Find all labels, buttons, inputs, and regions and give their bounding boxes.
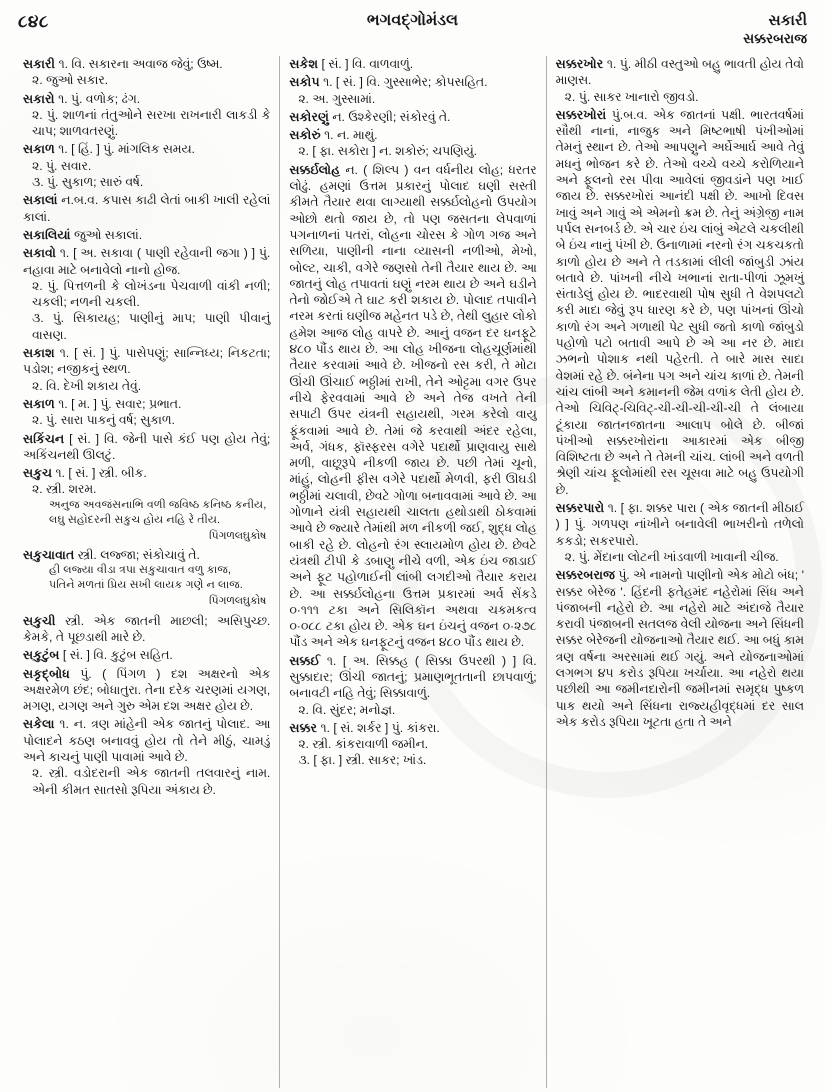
entry-first-sense <box>556 567 804 730</box>
entry-first-sense <box>289 653 536 702</box>
entry-sense <box>23 278 270 311</box>
entry-definition-text: ૧. [ મ. ] પું. સવાર; પ્રભાત. <box>58 396 182 411</box>
dictionary-entry <box>289 720 536 769</box>
guide-words <box>547 12 807 48</box>
guide-word-last: સક્કરબરાજ <box>743 30 807 46</box>
dictionary-entry <box>23 141 270 190</box>
dictionary-entry <box>289 162 536 651</box>
entry-definition-text: પું. ( પિંગળ ) દશ અક્ષરનો એક અક્ષરમેળ છંદ; બોધાતુરા. તેના દરેક ચરણમાં યગણ, મગણ, યગણ અને ગુરુ એમ દશ અક્ષર હોય છે. <box>23 666 271 714</box>
entry-headword: સકાવો <box>23 246 56 261</box>
entry-first-sense <box>23 647 270 663</box>
entry-definition-text: પું. એ નામનો પાણીનો એક મોટો બંધ; ' સક્કર બેરેજ '. હિંદની ફતેહમંદ નહેરોમાં સિંધ અને પંજાબની નહેરો છે. આ નહેરો માટે અંદાજે તૈયાર કરાવી પંજાબની સતલજ વેલી યોજના અને સિંધની સક્કર બેરેજની યોજનાઓ તૈયાર થઈ. આ બધું કામ ત્રણ વર્ષના અરસામાં થઈ ગયું. અને યોજનાઓમાં લગભગ ૪૫ કરોડ રૂપિયા ખર્ચાયા. આ નહેરો થયા પછીથી આ જમીનદારોની જમીનમાં સમૃદ્ધ પુષ્કળ પાક થયો અને સિંધના રાજ્યહીવૃદ્ધમાં દર સાલ એક કરોડ રૂપિયા ખૂટતા હતા તે અને <box>555 568 804 729</box>
dictionary-entry <box>556 567 804 730</box>
column-3 <box>547 56 813 1088</box>
entry-first-sense <box>23 716 270 765</box>
entry-definition-text: ૧. ન. ત્રણ માંહેની એક જાતનું પોલાદ. આ પોલાદને કઠણ બનાવવું હોય તો તેને મીઠું, ચામડું અને કાચનું પાણી પાવામાં આવે છે. <box>23 717 271 764</box>
entry-headword: સકાળ <box>23 396 55 411</box>
entry-definition-text: જુઓ સકાલાં. <box>74 227 143 242</box>
entry-headword: સક્કરપારો <box>555 501 605 516</box>
dictionary-entry <box>289 56 536 72</box>
dictionary-entry <box>289 74 536 107</box>
entry-definition-text: ૨. અ. ગુસ્સામાં. <box>298 91 376 106</box>
dictionary-entry <box>23 192 270 225</box>
entry-citation-source: પિંગળલઘુકોષ <box>209 529 267 542</box>
dictionary-entry <box>23 647 270 663</box>
entry-citation-source: પિંગળલઘુકોષ <box>209 595 267 608</box>
dictionary-entry <box>23 465 270 544</box>
column-container <box>0 52 825 1088</box>
dictionary-entry <box>23 56 270 89</box>
entry-first-sense <box>23 91 270 107</box>
entry-sense <box>23 481 270 497</box>
entry-definition-text: સ્ત્રી. લજ્જા; સંકોચાવું તે. <box>77 548 200 563</box>
entry-headword: સકિંચન <box>23 431 65 446</box>
dictionary-entry <box>23 547 270 610</box>
entry-definition-text: ૧. પું. વળોક; ઢંગ. <box>58 91 141 106</box>
entry-headword: સકોરું <box>289 128 321 143</box>
entry-headword: સક્કઈ <box>289 653 321 668</box>
entry-definition-text: ૧. [ ફા. શક્કર પારા ( એક જાતની મીઠાઈ ) ] પું. ગળપણ નાંખીને બનાવેલી ભાખરીનો તળેલો કકડો; સકરપારો. <box>555 501 804 548</box>
entry-sense <box>289 736 536 752</box>
entry-definition-text: ન.બ.વ. કપાસ કાઢી લેતાં બાકી ખાલી રહેલાં કાલાં. <box>23 193 271 224</box>
entry-definition-text: ૨. પું. સારા પાકનું વર્ષ; સુકાળ. <box>32 413 175 428</box>
column-1 <box>14 56 280 1088</box>
entry-sense <box>23 412 270 428</box>
entry-first-sense <box>23 192 270 225</box>
entry-first-sense <box>23 396 270 412</box>
entry-headword: સક્કરખોરાં <box>555 107 607 122</box>
entry-sense <box>23 378 270 394</box>
entry-verse-line: અનુજ અવજંસનાભિ વળી જવિષ્ઠ કનિષ્ઠ કનીય, <box>49 498 267 511</box>
entry-headword: સકાળ <box>23 142 55 157</box>
entry-sense <box>23 310 270 343</box>
entry-sense <box>289 143 536 159</box>
folio-number: ૮૪૮ <box>18 12 49 31</box>
entry-definition-text: ૨. [ ફા. સકોરા ] ન. શકોરું; ચપણિયું. <box>298 144 478 159</box>
entry-first-sense <box>289 74 536 90</box>
dictionary-entry <box>23 613 270 646</box>
entry-headword: સકાલિયાં <box>23 227 71 242</box>
entry-first-sense <box>289 56 536 72</box>
dictionary-entry <box>289 109 536 125</box>
entry-headword: સકાલાં <box>23 193 58 208</box>
entry-sense <box>556 89 804 105</box>
dictionary-entry <box>556 107 804 498</box>
entry-first-sense <box>556 56 804 89</box>
dictionary-entry <box>556 500 804 565</box>
entry-sense <box>23 107 270 140</box>
dictionary-entry <box>23 245 270 343</box>
entry-definition-text: ૨. સ્ત્રી. વડોદરાની એક જાતની તલવારનું નામ. એની કીમત સાતસો રૂપિયા અંકાય છે. <box>32 766 271 797</box>
entry-definition-text: સ્ત્રી. એક જાતની માછલી; અસિપુચ્છ. કેમકે, તે પૂછડાથી મારે છે. <box>23 613 271 644</box>
entry-headword: સકુટુંબ <box>23 648 60 663</box>
entry-sense <box>23 72 270 88</box>
entry-first-sense <box>556 107 804 498</box>
dictionary-entry <box>23 345 270 394</box>
guide-word-first: સકારી <box>768 12 807 29</box>
entry-headword: સકેશ <box>289 57 319 71</box>
entry-first-sense <box>289 127 536 143</box>
entry-headword: સકોપ <box>289 75 320 90</box>
entry-definition-text: ૨. પું. મેંદાના લોટની ખાંડવાળી ખાવાની ચીજ. <box>564 549 779 564</box>
dictionary-entry <box>289 653 536 718</box>
entry-headword: સકાશ <box>23 346 55 361</box>
entry-first-sense <box>23 666 270 715</box>
entry-headword: સકેલા <box>23 717 55 732</box>
dictionary-entry <box>23 716 270 797</box>
dictionary-entry <box>289 127 536 160</box>
entry-first-sense <box>23 227 270 243</box>
entry-first-sense <box>23 547 270 563</box>
entry-headword: સકારી <box>23 57 56 71</box>
entry-headword: સકોરણું <box>289 109 329 124</box>
entry-definition-text: ૧. [ અ. સકાવા ( પાણી રહેવાની જગા ) ] પું. નહાવા માટે બનાવેલો નાનો હોજ. <box>23 246 271 277</box>
entry-sense <box>23 174 270 190</box>
entry-first-sense <box>23 345 270 378</box>
dictionary-entry <box>23 666 270 715</box>
book-title: ભગવદ્ગોમંડલ <box>366 12 459 29</box>
entry-headword: સકૃદ્‌બોધ <box>23 666 70 681</box>
entry-definition-text: [ સં. ] વિ. વાળવાળું. <box>321 57 414 71</box>
entry-headword: સક્કર <box>289 720 318 735</box>
entry-first-sense <box>289 162 536 651</box>
entry-first-sense <box>556 500 804 549</box>
entry-definition-text: ૧. વિ. સકારના અવાજ જેવું; ઉષ્મ. <box>58 57 223 71</box>
entry-definition-text: ૩. પું. સિકાયહ; પાણીનું માપ; પાણી પીવાનું વાસણ. <box>32 311 271 342</box>
entry-definition-text: ૧. [ સં. ] વિ. ગુસ્સાભેર; કોપસહિત. <box>323 75 488 90</box>
entry-definition-text: ૧. [ સં. ] સ્ત્રી. બીક. <box>55 466 147 481</box>
entry-first-sense <box>289 720 536 736</box>
entry-first-sense <box>23 56 270 72</box>
entry-first-sense <box>23 613 270 646</box>
entry-definition-text: [ સં. ] વિ. કુટુંબ સહિત. <box>62 648 173 663</box>
entry-headword: સકુચાવાત <box>23 548 75 563</box>
header-row <box>18 12 807 48</box>
entry-definition-text: ૩. પું. સુકાળ; સારું વર્ષ. <box>32 175 144 190</box>
entry-definition-text: [ સં. ] વિ. જેની પાસે કંઈ પણ હોય તેવું; અકિંચનથી ઊલટું. <box>23 431 271 462</box>
dictionary-entry <box>23 91 270 140</box>
entry-first-sense <box>23 141 270 157</box>
entry-definition-text: ૩. [ ફા. ] સ્ત્રી. સાકર; ખાંડ. <box>298 753 427 768</box>
entry-definition-text: ૨. પું. સવાર. <box>32 158 92 173</box>
entry-first-sense <box>23 465 270 481</box>
entry-headword: સકુચી <box>23 613 56 628</box>
entry-first-sense <box>23 245 270 278</box>
entry-first-sense <box>289 109 536 125</box>
entry-definition-text: ૧. [ સં. શર્કર ] પું. કાંકરા. <box>320 720 440 735</box>
entry-definition-text: ૨. વિ. સુંદર; મનોજ્ઞ. <box>298 702 396 717</box>
column-2 <box>280 56 546 1088</box>
entry-definition-text: ૨. પું. સાકર ખાનારો જીવડો. <box>564 89 699 104</box>
dictionary-entry <box>23 227 270 243</box>
entry-definition-text: ન. ( શિલ્પ ) વન વર્ધનીય લોહ; ધરતર લોઢું. હમણાં ઉત્તમ પ્રકારનું પોલાદ ઘણી સસ્તી કીમતે તૈયાર થવા લાગ્યાથી સક્કર્ઇલોહનો ઉપયોગ ઓછો થતો જાય છે, તો પણ જસતના લેપવાળાં પગનાળનાં પતરાં, લોહના ચોરસ કે ગોળ ગજ અને સળિયા, પાણીની નાના વ્યાસની નળીઓ, મેખો, બોલ્ટ, ચાકી, વગેરે જણસો તેની તૈયાર થાય છે. આ જાતનું લોહ તપાવતાં ઘણું નરમ થાય છે અને ઘડીને તેનો જોઈએ તે ઘાટ કરી શકાય છે. પોલાદ તપાવીને નરમ કરતાં ઘણીજ મહેનત પડે છે, તેથી લુહાર લોકો હમેશ આજ લોહ વાપરે છે. આનું વજન દર ઘનફૂટે ૪૮૦ પૌંડ થાય છે. આ લોહ ખીજના લોહચૂર્ણમાંથી તૈયાર કરવામાં આવે છે. ખીજનો રસ કરી, તે મોટા ઊંચી ઊંચાઈ ભઠ્ઠીમાં રાખી, તેને ઓટ્ટમા વગર ઉપર નીચે ફેરવવામાં આવે છે અને તેજ વખતે તેની સપાટી ઉપર યંત્રની સહાયથી, ગરમ કરેલો વાયુ ફૂંકવામાં આવે છે. તેમાં જે કરવાથી અંદર રહેલા, અર્વ, ગંધક, ફૉસ્ફરસ વગેરે પદાર્થો પ્રાણવાયુ સાથે મળી, વાછૂરૂપે નીકળી જાય છે. પછી તેમાં ચૂનો, માંહું, લોહની ફીસ વગેરે પદાર્થો મેળવી, ફરી ઊઘડી ભઠ્ઠીમાં ચલાવી, છેવટે ગોળા બનાવવામાં આવે છે. આ ગોળાને યંત્રી સહાયથી ચાલતા હથોડાથી ઠોકવામાં આવે છે જ્યારે તેમાંથી મળ નીકળી જઈ, શુદ્ધ લોહ બાકી રહે છે. લોહનો રંગ સ્લાયમોળ હોય છે. છેવટે યંત્રથી ટીપી કે ડબાણુ નીચે વળી, એક ઇંચ જાડાઈ અને ફૂટ પહોળાઈની લાંબી લગદીઓ તૈયાર કરાય છે. આ સક્કર્ઇલોહના ઉત્તમ પ્રકારમાં અર્વ સેંકડે ૦·૧૧૧ ટકા અને સિલિકૉન અથવા ચકમકત્વ ૦·૦૮૮ ટકા હોય છે. એક ઘન ઇંચનું વજન ૦·૨૭૮ પૌંડ અને એક ઘનફૂટનું વજન ૪૮૦ પૌંડ થાય છે. <box>289 162 537 650</box>
entry-headword: સક્કરબરાજ <box>555 568 615 583</box>
entry-definition-text: ૨. પું. શાળનાં તંતુઓને સરખા રાખનારી લાકડી કે ચાપ; શાળવતરણું. <box>32 107 271 139</box>
dictionary-entry <box>23 396 270 429</box>
entry-sense <box>23 158 270 174</box>
entry-definition-text: ૧. [ અ. સિક્કહ ( સિક્કા ઉપરથી ) ] વિ. સુક્કાદાર; ઊંચી જાતનું; પ્રમાણભૂતતાની છાપવાળું; બનાવટી નહિ તેવું; સિક્કાવાળું. <box>289 653 537 701</box>
entry-definition-text: ૧. ન. માથું. <box>324 128 378 143</box>
entry-sense <box>556 549 804 565</box>
entry-definition-text: ૨. જુઓ સકાર. <box>32 73 109 88</box>
entry-sense <box>289 752 536 768</box>
entry-sense <box>289 702 536 718</box>
entry-verse-line: લઘુ સહોદરની સકુચ હોય નહિ રે તીય. <box>49 513 221 526</box>
entry-definition-text: ન. ઉશ્કેરણી; સંકોરવું તે. <box>332 109 451 124</box>
entry-definition-text: ૨. વિ. દેખી શકાય તેવું. <box>32 378 142 393</box>
dictionary-entry <box>23 431 270 464</box>
entry-definition-text: ૨. સ્ત્રી. શરમ. <box>32 482 97 497</box>
entry-definition-text: પું.બ.વ. એક જાતનાં પક્ષી. ભારતવર્ષમાં સૌથી નાનાં, નાજુક અને મિષ્ટભાષી પંખીઓમાં તેમનું સ્થાન છે. તેઓ આપણુને અર્ઘેઆર્ઘ આવે તેવું મધનું ભોજન કરે છે. તેઓ વચ્ચે વચ્ચે કરોળિયાને અને ફૂલનો રસ પીવા આવેલાં જીવડાંને પણ ખાઈ જાય છે. સક્કરખોરાં આનંદી પક્ષી છે. આખો દિવસ ખાવું અને ગાવું એ એમનો ક્રમ છે. તેનું અંગ્રેજી નામ પર્પલ સનબર્ડ છે. એ ચાર ઇંચ લાંબું એટલે ચકલીથી બે ઇંચ નાનું પંખી છે. ઉનાળામાં નરનો રંગ ચકચકતો કાળો હોય છે અને તે તડકામાં લીલી જાંબુડી ઝાંય બતાવે છે. પાંખની નીચે ખભાનાં રાતા-પીળાં ઝૂમખું સંતાડેલું હોય છે. ભાદરવાથી પોષ સુધી તે વેશપલટો કરી માદા જેવું રૂપ ધારણ કરે છે, પણ પાંખનાં ઊંચો કાળો રંગ અને ગળાથી પેટ સુધી જતો કાળો જાંબુડો પહોળો પટો બતાવી આપે છે એ આ નર છે. માદા ઝભનો પોશાક નથી પહેરતી. તે બારે માસ સાદા વેશમાં રહે છે. બંનેના પગ અને ચાંચ કાળાં છે. તેમની ચાંચ લાંબી અને કમાનની જેમ વળાંક લેતી હોય છે. તેઓ ચિવિટ્-ચિવિટ્-ચી-ચી-ચી-ચી-ચી તે લંબાયા ટૂંકાયા જાતનજાતના આલાપ બોલે છે. બીજાં પંખીઓ સક્કરખોરાંના આકારમાં એક બીજી વિશિષ્ટતા છે અને તે તેમની ચાંચ. લાંબી અને વળતી શ્રેણી ચાંચ ફૂલોમાંથી રસ ચૂસવા માટે બહુ ઉપયોગી છે. <box>555 107 804 497</box>
entry-sense <box>289 91 536 107</box>
entry-verse-line: પતિને મળતાં પ્રિય સખી લાયક ગણે ન લાજ. <box>49 579 243 592</box>
entry-definition-text: ૧. પું. મીઠી વસ્તુઓ બહુ ભાવતી હોય તેવો માણસ. <box>555 57 804 88</box>
page-header <box>0 0 825 52</box>
entry-definition-text: ૨. પું. પિત્તળની કે લોખંડના પેચવાળી વાંકી નળી; ચકલી; નળની ચકલી. <box>32 278 271 310</box>
entry-definition-text: ૧. [ હિં. ] પું. માંગલિક સમય. <box>58 142 195 157</box>
entry-headword: સકુચ <box>23 466 53 481</box>
entry-headword: સક્કરખોર <box>555 57 604 71</box>
entry-verse-line: હી લજ્યા વીડા ત્રપા સકુચાવાત વળુ કાજ, <box>49 564 232 577</box>
entry-headword: સકારો <box>23 91 55 106</box>
entry-first-sense <box>23 431 270 464</box>
dictionary-entry <box>556 56 804 105</box>
entry-definition-text: ૨. સ્ત્રી. કાંકરાવાળી જમીન. <box>298 737 429 752</box>
entry-sense <box>23 765 270 798</box>
entry-headword: સક્કર્ઇલોહ <box>289 162 341 177</box>
entry-definition-text: ૧. [ સં. ] પું. પાસેપણું; સાન્નિધ્ય; નિકટતા; પડોશ; નજીકનું સ્થળ. <box>23 346 271 377</box>
